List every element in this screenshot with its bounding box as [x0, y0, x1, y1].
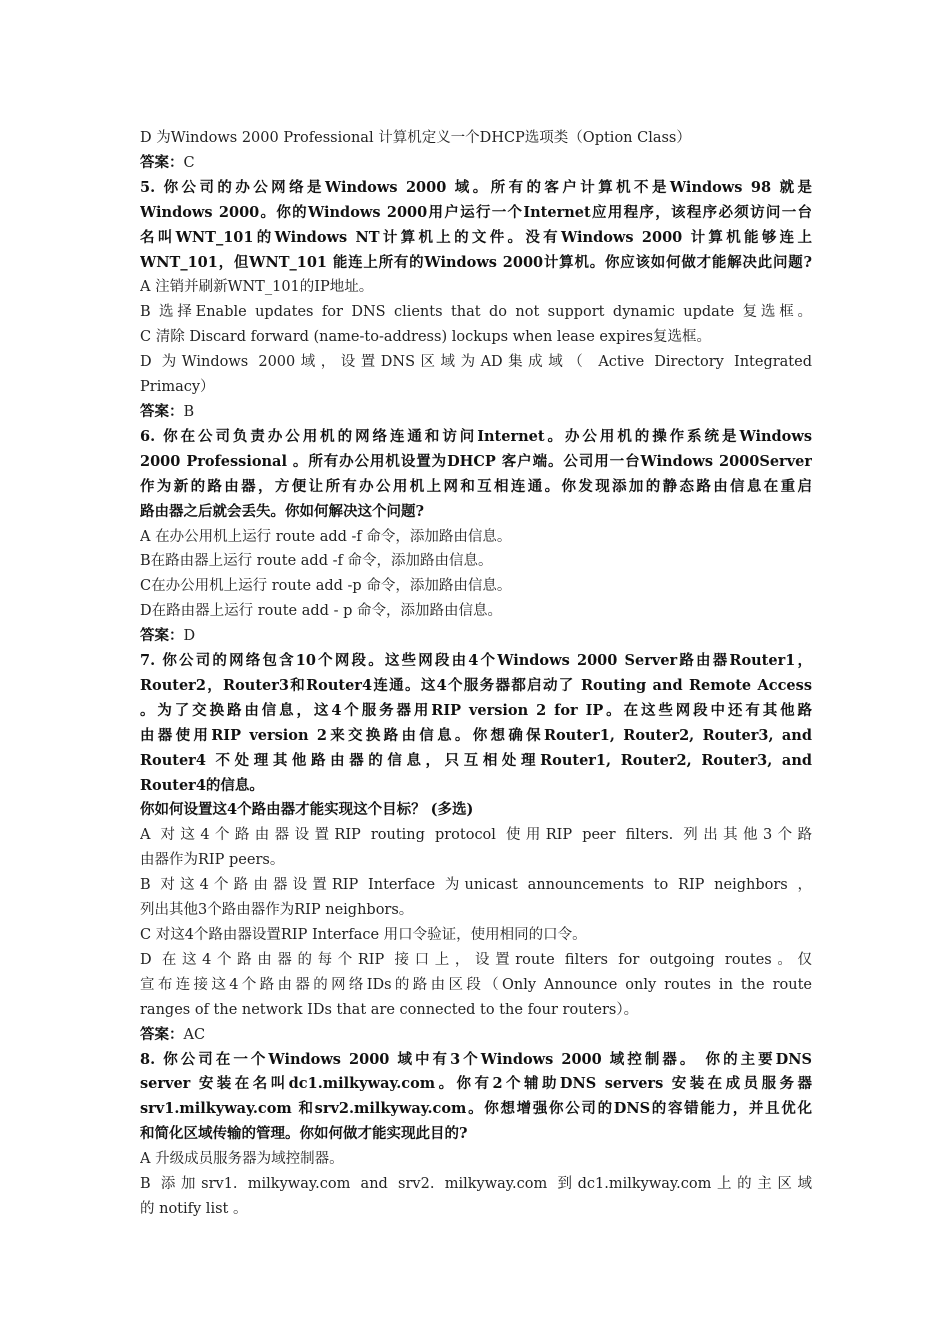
answer-line: 答案：AC [140, 1025, 206, 1043]
question-line: 和简化区域传输的管理。你如何做才能实现此目的? [140, 1125, 468, 1143]
question-line: Router4 不处理其他路由器的信息，只互相处理Router1, Router2, Router3, and [140, 751, 812, 769]
option-line: B 对这4个路由器设置RIP Interface 为unicast announcements to RIP neighbors ， [140, 877, 812, 894]
question-line: 。为了交换路由信息，这4个服务器用RIP version 2 for IP。在这些网段中还有其他路 [140, 701, 812, 719]
option-line: C 对这4个路由器设置RIP Interface 用口令验证，使用相同的口令。 [140, 927, 587, 943]
option-line: A 注销并刷新WNT_101的IP地址。 [140, 279, 374, 296]
question-line: 名叫WNT_101的Windows NT计算机上的文件。没有Windows 2000 计算机能够连上 [140, 228, 812, 246]
option-line: Primacy） [140, 379, 215, 396]
question-line: 6. 你在公司负责办公用机的网络连通和访问Internet。办公用机的操作系统是Windows [140, 427, 812, 445]
option-line: D 为Windows 2000域，设置DNS区域为AD集成域（ Active Directory Integrated [140, 354, 812, 371]
option-line: C 清除 Discard forward (name-to-address) lockups when lease expires复选框。 [140, 329, 712, 346]
option-line: A 在办公用机上运行 route add -f 命令，添加路由信息。 [140, 528, 512, 545]
option-line: 宣布连接这4个路由器的网络IDs的路由区段（Only Announce only routes in the route [140, 976, 812, 993]
option-line: D 为Windows 2000 Professional 计算机定义一个DHCP选项类（Option Class） [140, 130, 691, 146]
option-line: C在办公用机上运行 route add -p 命令，添加路由信息。 [140, 578, 512, 595]
answer-line: 答案：D [140, 627, 196, 645]
question-line: 7. 你公司的网络包含10个网段。这些网段由4个Windows 2000 Server路由器Router1， [140, 652, 812, 670]
question-line: 路由器之后就会丢失。你如何解决这个问题? [140, 502, 424, 520]
option-line: 由器作为RIP peers。 [140, 852, 285, 869]
option-line: D在路由器上运行 route add - p 命令，添加路由信息。 [140, 603, 502, 620]
question-line: 8. 你公司在一个Windows 2000 域中有3个Windows 2000 域控制器。 你的主要DNS [140, 1050, 812, 1068]
question-line: 你如何设置这4个路由器才能实现这个目标？ (多选) [140, 801, 474, 819]
option-line: A 对这4个路由器设置RIP routing protocol 使用RIP peer filters. 列出其他3个路 [140, 827, 812, 844]
question-line: 5. 你公司的办公网络是Windows 2000 域。所有的客户计算机不是Windows 98 就是 [140, 178, 812, 196]
question-line: 由器使用RIP version 2来交换路由信息。你想确保Router1, Router2, Router3, and [140, 726, 812, 744]
question-line: 作为新的路由器，方便让所有办公用机上网和互相连通。你发现添加的静态路由信息在重启 [140, 477, 812, 495]
question-line: Router4的信息。 [140, 776, 264, 794]
option-line: D 在这4个路由器的每个RIP 接口上，设置route filters for outgoing routes。仅 [140, 951, 812, 968]
option-line: B 添加srv1. milkyway.com and srv2. milkyway.com 到dc1.milkyway.com上的主区域 [140, 1176, 812, 1193]
answer-line: 答案：B [140, 402, 195, 420]
option-line: B在路由器上运行 route add -f 命令，添加路由信息。 [140, 553, 493, 570]
option-line: A 升级成员服务器为域控制器。 [140, 1151, 344, 1168]
answer-line: 答案：C [140, 153, 195, 171]
option-line: 的 notify list 。 [140, 1200, 248, 1217]
document-body [140, 126, 812, 1222]
question-line: Windows 2000。你的Windows 2000用户运行一个Internet应用程序，该程序必须访问一台 [140, 203, 812, 221]
option-line: B 选择Enable updates for DNS clients that do not support dynamic update 复选框。 [140, 304, 812, 321]
question-line: server 安装在名叫dc1.milkyway.com。你有2个辅助DNS servers 安装在成员服务器 [140, 1075, 812, 1093]
question-line: Router2，Router3和Router4连通。这4个服务器都启动了 Routing and Remote Access [140, 676, 812, 694]
option-line: ranges of the network IDs that are connected to the four routers）。 [140, 1001, 639, 1018]
option-line: 列出其他3个路由器作为RIP neighbors。 [140, 902, 414, 919]
question-line: WNT_101，但WNT_101 能连上所有的Windows 2000计算机。你应该如何做才能解决此问题? [140, 253, 812, 271]
question-line: srv1.milkyway.com 和srv2.milkyway.com。你想增强你公司的DNS的容错能力，并且优化 [140, 1100, 812, 1118]
question-line: 2000 Professional 。所有办公用机设置为DHCP 客户端。公司用一台Windows 2000Server [140, 452, 812, 470]
